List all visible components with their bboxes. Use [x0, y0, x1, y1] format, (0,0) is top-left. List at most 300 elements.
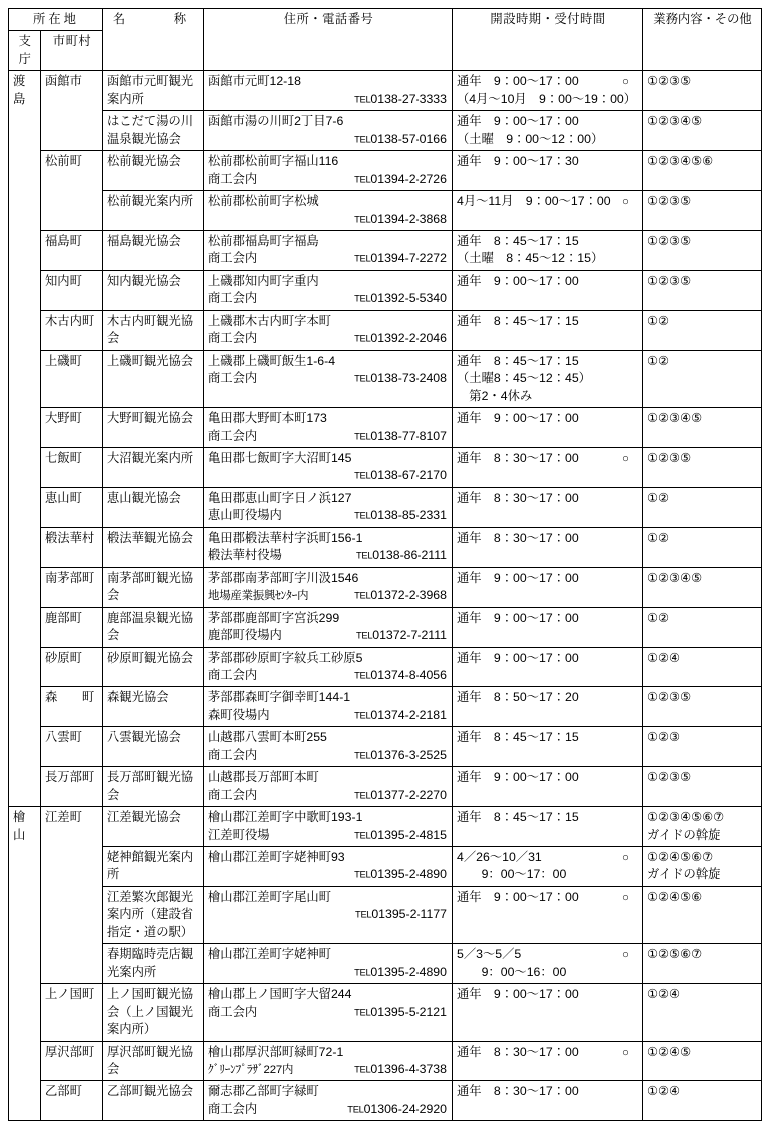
- tel-prefix-icon: TEL: [347, 1103, 364, 1115]
- service-codes: ①②③⑤: [647, 770, 692, 785]
- tel-prefix-icon: TEL: [354, 292, 371, 304]
- cell-name: 恵山観光協会: [103, 487, 204, 527]
- tel-prefix-icon: TEL: [355, 549, 373, 561]
- service-codes: ①②: [647, 530, 670, 545]
- hours-text: 通年 9：00～17：00: [457, 650, 579, 665]
- cell-hours: [453, 191, 643, 231]
- address-text: 檜山郡上ノ国町字大留244: [208, 987, 352, 1002]
- address-text: 上磯郡上磯町飯生1-6-4: [208, 353, 336, 368]
- cell-hours: [453, 886, 643, 943]
- table-row: [9, 567, 762, 607]
- header-row-top: [9, 9, 762, 31]
- circle-mark-icon: ○: [622, 852, 629, 865]
- address-text: 亀田郡椴法華村字浜町156-1: [208, 530, 363, 545]
- hours-text: 通年 9：00～17：00: [457, 889, 579, 904]
- cell-shichoson: 福島町: [41, 230, 103, 270]
- service-codes: ①②③④⑤: [647, 411, 703, 426]
- address-text: 上磯郡木古内町字本町: [208, 313, 331, 328]
- service-codes: ①②③: [647, 730, 681, 745]
- phone-number: TEL0138-86-2111: [355, 548, 447, 563]
- address-text: 恵山町役場内: [208, 508, 282, 523]
- cell-name: 函館市元町観光案内所: [103, 71, 204, 111]
- table-row: [9, 687, 762, 727]
- cell-hours: [453, 151, 643, 191]
- cell-address-phone: [204, 350, 453, 407]
- cell-hours: [453, 447, 643, 487]
- table-row: [9, 487, 762, 527]
- hours-text: （土曜 9：00～12：00）: [457, 131, 604, 146]
- hours-text: 通年 9：00～17：30: [457, 154, 579, 169]
- phone-number: TEL0138-27-3333: [354, 91, 447, 106]
- circle-mark-icon: ○: [622, 196, 629, 209]
- address-text: 檜山郡江差町字尾山町: [208, 889, 331, 904]
- cell-services: [643, 647, 762, 687]
- hours-text: 通年 8：45～17：15: [457, 353, 579, 368]
- hours-text: 4月～11月 9：00～17：00: [457, 194, 611, 209]
- table-row: [9, 1041, 762, 1081]
- tel-prefix-icon: TEL: [354, 372, 371, 384]
- tel-prefix-icon: TEL: [354, 589, 371, 601]
- tourism-association-table: [8, 8, 762, 1121]
- cell-services: [643, 807, 762, 847]
- tel-prefix-icon: TEL: [354, 966, 371, 978]
- cell-address-phone: [204, 527, 453, 567]
- address-text: 鹿部町役場内: [208, 628, 282, 643]
- table-row: [9, 111, 762, 151]
- address-text: 松前郡松前町字松城: [208, 194, 319, 209]
- address-text: 茅部郡南茅部町字川汲1546: [208, 570, 359, 585]
- cell-hours: [453, 230, 643, 270]
- phone-number: TEL01374-2-2181: [354, 707, 447, 722]
- phone-number: TEL01394-2-3868: [354, 211, 447, 226]
- cell-name: 南茅部町観光協会: [103, 567, 204, 607]
- service-codes: ①②③④⑤: [647, 114, 703, 129]
- address-text: 松前郡福島町字福島: [208, 233, 319, 248]
- cell-name: 鹿部温泉観光協会: [103, 607, 204, 647]
- address-text: 商工会内: [208, 371, 258, 386]
- header-name: 名 称: [103, 9, 204, 71]
- phone-number: TEL01392-2-2046: [354, 331, 447, 346]
- address-text: 茅部郡砂原町字紋兵工砂原5: [208, 650, 363, 665]
- cell-name: 厚沢部町観光協会: [103, 1041, 204, 1081]
- circle-mark-icon: ○: [622, 452, 629, 465]
- address-text: 檜山郡江差町字中歌町193-1: [208, 810, 363, 825]
- service-codes: ①②⑤⑥⑦: [647, 947, 703, 962]
- cell-address-phone: [204, 111, 453, 151]
- cell-hours: [453, 607, 643, 647]
- header-services: 業務内容・その他: [643, 9, 762, 71]
- cell-name: 松前観光案内所: [103, 191, 204, 231]
- service-codes: ①②: [647, 353, 670, 368]
- table-row: [9, 1081, 762, 1121]
- cell-address-phone: [204, 847, 453, 887]
- cell-name: 大沼観光案内所: [103, 447, 204, 487]
- cell-services: [643, 527, 762, 567]
- cell-services: [643, 1041, 762, 1081]
- address-text: 商工会内: [208, 787, 258, 802]
- cell-services: [643, 886, 762, 943]
- tel-prefix-icon: TEL: [354, 709, 371, 721]
- tel-prefix-icon: TEL: [354, 469, 371, 481]
- hours-text: 通年 8：30～17：00: [457, 450, 579, 465]
- address-text: 地場産業振興ｾﾝﾀｰ内: [208, 590, 309, 603]
- tel-prefix-icon: TEL: [354, 829, 371, 841]
- address-text: ｸﾞﾘｰﾝﾌﾟﾗｻﾞ227内: [208, 1064, 294, 1077]
- address-text: 亀田郡大野町本町173: [208, 411, 327, 426]
- cell-shichoson: 南茅部町: [41, 567, 103, 607]
- address-text: 函館市湯の川町2丁目7-6: [208, 114, 344, 129]
- cell-address-phone: [204, 487, 453, 527]
- tel-prefix-icon: TEL: [354, 93, 371, 105]
- hours-text: 通年 9：00～17：00: [457, 411, 579, 426]
- cell-name: 知内観光協会: [103, 270, 204, 310]
- service-codes: ①②④: [647, 987, 681, 1002]
- cell-name: 姥神館観光案内所: [103, 847, 204, 887]
- header-shichoson: 市町村: [41, 31, 103, 71]
- table-row: [9, 408, 762, 448]
- cell-name: 椴法華観光協会: [103, 527, 204, 567]
- cell-services: [643, 408, 762, 448]
- cell-address-phone: [204, 270, 453, 310]
- tel-prefix-icon: TEL: [354, 789, 371, 801]
- phone-number: TEL0138-67-2170: [354, 468, 447, 483]
- table-row: [9, 527, 762, 567]
- cell-shicho: 檜山: [9, 807, 41, 1121]
- phone-number: TEL01377-2-2270: [354, 787, 447, 802]
- circle-mark-icon: ○: [622, 76, 629, 89]
- service-note: ガイドの斡旋: [647, 867, 721, 882]
- tel-prefix-icon: TEL: [354, 669, 371, 681]
- table-row: [9, 944, 762, 984]
- hours-text: 通年 8：30～17：00: [457, 1084, 579, 1099]
- hours-text: 通年 8：45～17：15: [457, 810, 579, 825]
- tel-prefix-icon: TEL: [354, 749, 371, 761]
- cell-name: 江差繁次郎観光案内所（建設省指定・道の駅）: [103, 886, 204, 943]
- cell-name: 春期臨時売店観光案内所: [103, 944, 204, 984]
- address-text: 森町役場内: [208, 707, 270, 722]
- address-text: 商工会内: [208, 428, 258, 443]
- cell-hours: [453, 408, 643, 448]
- hours-text: 9：00～16：00: [457, 964, 567, 979]
- table-row: [9, 230, 762, 270]
- cell-address-phone: [204, 1041, 453, 1081]
- cell-services: [643, 71, 762, 111]
- cell-hours: [453, 1041, 643, 1081]
- service-codes: ①②③④⑤⑥: [647, 154, 714, 169]
- tel-prefix-icon: TEL: [354, 509, 371, 521]
- hours-text: 通年 8：30～17：00: [457, 530, 579, 545]
- phone-number: TEL01394-7-2272: [354, 251, 447, 266]
- page-root: [0, 8, 773, 1116]
- hours-text: 通年 8：45～17：15: [457, 730, 579, 745]
- service-codes: ①②③⑤: [647, 194, 692, 209]
- cell-name: 福島観光協会: [103, 230, 204, 270]
- hours-text: 通年 8：50～17：20: [457, 690, 579, 705]
- tel-prefix-icon: TEL: [354, 252, 371, 264]
- cell-shichoson: 森 町: [41, 687, 103, 727]
- hours-text: 通年 8：30～17：00: [457, 1044, 579, 1059]
- phone-number: TEL01395-2-4815: [354, 827, 447, 842]
- cell-address-phone: [204, 151, 453, 191]
- table-row: [9, 886, 762, 943]
- cell-services: [643, 191, 762, 231]
- phone-number: TEL01372-7-2111: [355, 628, 447, 643]
- cell-shichoson: 上磯町: [41, 350, 103, 407]
- cell-services: [643, 350, 762, 407]
- tel-prefix-icon: TEL: [354, 430, 371, 442]
- cell-hours: [453, 687, 643, 727]
- tel-prefix-icon: TEL: [354, 332, 371, 344]
- cell-address-phone: [204, 807, 453, 847]
- address-text: 商工会内: [208, 1101, 258, 1116]
- cell-hours: [453, 984, 643, 1041]
- cell-name: 森観光協会: [103, 687, 204, 727]
- cell-shichoson: 厚沢部町: [41, 1041, 103, 1081]
- cell-shichoson: 砂原町: [41, 647, 103, 687]
- service-codes: ①②③⑤: [647, 273, 692, 288]
- service-note: ガイドの斡旋: [647, 827, 721, 842]
- cell-address-phone: [204, 1081, 453, 1121]
- service-codes: ①②: [647, 610, 670, 625]
- table-row: [9, 447, 762, 487]
- cell-services: [643, 230, 762, 270]
- cell-name: 上ノ国町観光協会（上ノ国観光案内所）: [103, 984, 204, 1041]
- tel-prefix-icon: TEL: [355, 908, 372, 920]
- table-row: [9, 151, 762, 191]
- hours-text: （土曜 8：45～12：15）: [457, 251, 604, 266]
- cell-shichoson: 恵山町: [41, 487, 103, 527]
- service-codes: ①②: [647, 313, 670, 328]
- cell-hours: [453, 527, 643, 567]
- table-row: [9, 807, 762, 847]
- header-location-group: 所在地: [9, 9, 103, 31]
- cell-services: [643, 270, 762, 310]
- table-row: [9, 71, 762, 111]
- hours-text: 通年 9：00～17：00: [457, 987, 579, 1002]
- cell-services: [643, 487, 762, 527]
- cell-address-phone: [204, 687, 453, 727]
- cell-services: [643, 847, 762, 887]
- phone-number: TEL0138-73-2408: [354, 371, 447, 386]
- cell-name: 長万部町観光協会: [103, 767, 204, 807]
- cell-services: [643, 567, 762, 607]
- cell-hours: [453, 944, 643, 984]
- cell-address-phone: [204, 607, 453, 647]
- address-text: 茅部郡森町字御幸町144-1: [208, 690, 351, 705]
- cell-address-phone: [204, 727, 453, 767]
- cell-services: [643, 447, 762, 487]
- hours-text: 通年 9：00～17：00: [457, 610, 579, 625]
- cell-shichoson: 知内町: [41, 270, 103, 310]
- hours-text: 通年 9：00～17：00: [457, 273, 579, 288]
- cell-hours: [453, 807, 643, 847]
- hours-text: 通年 9：00～17：00: [457, 114, 579, 129]
- phone-number: TEL01306-24-2920: [347, 1101, 447, 1116]
- address-text: 亀田郡恵山町字日ノ浜127: [208, 490, 352, 505]
- service-codes: ①②③⑤: [647, 690, 692, 705]
- cell-shichoson: 椴法華村: [41, 527, 103, 567]
- phone-number: TEL0138-77-8107: [354, 428, 447, 443]
- address-text: 商工会内: [208, 667, 258, 682]
- tel-prefix-icon: TEL: [354, 213, 371, 225]
- cell-services: [643, 687, 762, 727]
- address-text: 山越郡八雲町本町255: [208, 730, 327, 745]
- cell-address-phone: [204, 191, 453, 231]
- phone-number: TEL01395-2-1177: [355, 907, 447, 922]
- cell-hours: [453, 487, 643, 527]
- cell-address-phone: [204, 886, 453, 943]
- table-row: [9, 270, 762, 310]
- cell-name: 乙部町観光協会: [103, 1081, 204, 1121]
- cell-address-phone: [204, 647, 453, 687]
- phone-number: TEL0138-85-2331: [354, 508, 447, 523]
- hours-text: 通年 8：45～17：15: [457, 233, 579, 248]
- cell-shichoson: 鹿部町: [41, 607, 103, 647]
- service-codes: ①②④: [647, 1084, 681, 1099]
- address-text: 江差町役場: [208, 827, 270, 842]
- address-text: 茅部郡鹿部町字宮浜299: [208, 610, 340, 625]
- phone-number: TEL01395-5-2121: [354, 1004, 447, 1019]
- cell-services: [643, 984, 762, 1041]
- header-shicho: 支庁: [9, 31, 41, 71]
- address-text: 商工会内: [208, 747, 258, 762]
- cell-name: 江差観光協会: [103, 807, 204, 847]
- cell-shichoson: 七飯町: [41, 447, 103, 487]
- tel-prefix-icon: TEL: [355, 629, 373, 641]
- cell-shichoson: 上ノ国町: [41, 984, 103, 1041]
- phone-number: TEL01396-4-3738: [354, 1062, 447, 1077]
- cell-address-phone: [204, 310, 453, 350]
- address-text: 商工会内: [208, 1004, 258, 1019]
- cell-name: 八雲観光協会: [103, 727, 204, 767]
- cell-services: [643, 727, 762, 767]
- header-address-phone: 住所・電話番号: [204, 9, 453, 71]
- cell-address-phone: [204, 767, 453, 807]
- phone-number: TEL01395-2-4890: [354, 867, 447, 882]
- address-text: 檜山郡江差町字姥神町93: [208, 850, 345, 865]
- hours-text: 4／26～10／31: [457, 850, 542, 865]
- cell-hours: [453, 767, 643, 807]
- circle-mark-icon: ○: [622, 891, 629, 904]
- table-header: [9, 9, 762, 71]
- hours-text: 5／3～5／5: [457, 947, 522, 962]
- cell-services: [643, 767, 762, 807]
- address-text: 山越郡長万部町本町: [208, 770, 319, 785]
- cell-address-phone: [204, 447, 453, 487]
- address-text: 商工会内: [208, 331, 258, 346]
- cell-shichoson: 乙部町: [41, 1081, 103, 1121]
- cell-hours: [453, 111, 643, 151]
- cell-hours: [453, 71, 643, 111]
- cell-hours: [453, 1081, 643, 1121]
- cell-services: [643, 310, 762, 350]
- service-codes: ①②: [647, 490, 670, 505]
- phone-number: TEL01374-8-4056: [354, 667, 447, 682]
- service-codes: ①②③⑤: [647, 450, 692, 465]
- cell-shichoson: 江差町: [41, 807, 103, 984]
- hours-text: （土曜8：45～12：45）: [457, 371, 591, 386]
- hours-text: 第2・4休み: [457, 388, 533, 403]
- phone-number: TEL01372-2-3968: [354, 588, 447, 603]
- phone-number: TEL0138-57-0166: [354, 131, 447, 146]
- cell-shichoson: 長万部町: [41, 767, 103, 807]
- address-text: 椴法華村役場: [208, 548, 282, 563]
- service-codes: ①②③⑤: [647, 233, 692, 248]
- tel-prefix-icon: TEL: [354, 133, 371, 145]
- cell-name: はこだて湯の川温泉観光協会: [103, 111, 204, 151]
- address-text: 亀田郡七飯町字大沼町145: [208, 450, 352, 465]
- cell-name: 大野町観光協会: [103, 408, 204, 448]
- hours-text: （4月～10月 9：00～19：00）: [457, 91, 637, 106]
- table-row: [9, 847, 762, 887]
- cell-shicho: 渡島: [9, 71, 41, 807]
- table-body: [9, 71, 762, 1121]
- cell-name: 砂原町観光協会: [103, 647, 204, 687]
- header-hours: 開設時期・受付時間: [453, 9, 643, 71]
- tel-prefix-icon: TEL: [354, 1006, 371, 1018]
- cell-services: [643, 1081, 762, 1121]
- cell-hours: [453, 567, 643, 607]
- cell-services: [643, 111, 762, 151]
- table-row: [9, 767, 762, 807]
- hours-text: 通年 8：45～17：15: [457, 313, 579, 328]
- service-codes: ①②③⑤: [647, 74, 692, 89]
- cell-address-phone: [204, 408, 453, 448]
- address-text: 檜山郡厚沢部町緑町72-1: [208, 1044, 344, 1059]
- cell-services: [643, 151, 762, 191]
- cell-services: [643, 944, 762, 984]
- cell-shichoson: 八雲町: [41, 727, 103, 767]
- address-text: 商工会内: [208, 291, 258, 306]
- circle-mark-icon: ○: [622, 1046, 629, 1059]
- cell-hours: [453, 350, 643, 407]
- cell-address-phone: [204, 230, 453, 270]
- tel-prefix-icon: TEL: [354, 173, 371, 185]
- phone-number: TEL01392-5-5340: [354, 291, 447, 306]
- phone-number: TEL01395-2-4890: [354, 964, 447, 979]
- service-codes: ①②④⑤: [647, 1044, 692, 1059]
- cell-hours: [453, 270, 643, 310]
- address-text: 松前郡松前町字福山116: [208, 154, 339, 169]
- service-codes: ①②④: [647, 650, 681, 665]
- table-row: [9, 647, 762, 687]
- hours-text: 通年 8：30～17：00: [457, 490, 579, 505]
- address-text: 上磯郡知内町字重内: [208, 273, 319, 288]
- address-text: 函館市元町12-18: [208, 74, 301, 89]
- hours-text: 通年 9：00～17：00: [457, 74, 579, 89]
- service-codes: ①②④⑤⑥⑦: [647, 850, 714, 865]
- phone-number: TEL01394-2-2726: [354, 171, 447, 186]
- hours-text: 9：00～17：00: [457, 867, 567, 882]
- table-row: [9, 191, 762, 231]
- cell-shichoson: 松前町: [41, 151, 103, 231]
- cell-address-phone: [204, 71, 453, 111]
- hours-text: 通年 9：00～17：00: [457, 570, 579, 585]
- tel-prefix-icon: TEL: [354, 1063, 371, 1075]
- cell-address-phone: [204, 944, 453, 984]
- table-row: [9, 727, 762, 767]
- address-text: 商工会内: [208, 251, 258, 266]
- service-codes: ①②③④⑤: [647, 570, 703, 585]
- address-text: 商工会内: [208, 171, 258, 186]
- table-row: [9, 984, 762, 1041]
- cell-address-phone: [204, 984, 453, 1041]
- address-text: 檜山郡江差町字姥神町: [208, 947, 331, 962]
- cell-address-phone: [204, 567, 453, 607]
- table-row: [9, 350, 762, 407]
- cell-services: [643, 607, 762, 647]
- cell-hours: [453, 647, 643, 687]
